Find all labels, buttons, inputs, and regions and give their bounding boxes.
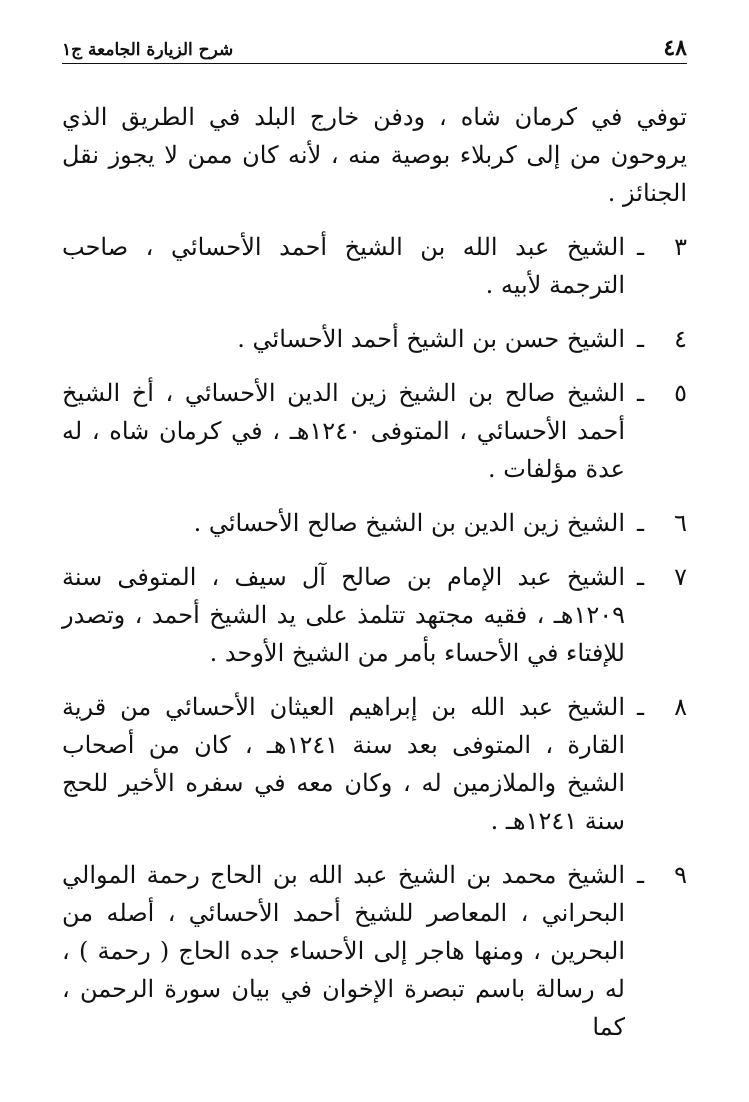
entry-dash: ـ [637,233,645,261]
list-item [62,558,687,672]
entry-marker [625,504,687,542]
list-item [62,320,687,358]
entry-marker [625,320,687,358]
entry-text: الشيخ حسن بن الشيخ أحمد الأحسائي . [237,325,625,353]
entry-marker [625,688,687,726]
entry-dash: ـ [637,325,645,353]
entry-marker [625,228,687,266]
list-item [62,504,687,542]
entry-number: ٧ [674,563,687,591]
entry-dash: ـ [637,509,645,537]
entry-number: ٩ [674,861,687,889]
page-body [62,98,687,1062]
entry-text: الشيخ عبد الإمام بن صالح آل سيف ، المتوفى سنة ١٢٠٩هـ ، فقيه مجتهد تتلمذ على يد الشيخ أحمد ، وتصدر للإفتاء في الأحساء بأمر من الشيخ الأوحد . [62,563,625,667]
entry-text: الشيخ عبد الله بن إبراهيم العيثان الأحسائي من قرية القارة ، المتوفى بعد سنة ١٢٤١هـ ، كان من أصحاب الشيخ والملازمين له ، وكان معه في سفره الأخير للحج سنة ١٢٤١هـ . [62,693,625,835]
list-item [62,374,687,488]
page-number: ٤٨ [663,35,687,61]
entry-number: ٨ [674,693,687,721]
entry-text: الشيخ عبد الله بن الشيخ أحمد الأحسائي ، صاحب الترجمة لأبيه . [62,233,625,299]
entry-marker [625,558,687,596]
entry-marker [625,856,687,894]
entry-number: ٤ [674,325,687,353]
list-item [62,228,687,304]
entry-number: ٦ [674,509,687,537]
list-item [62,856,687,1046]
entry-text: الشيخ محمد بن الشيخ عبد الله بن الحاج رحمة الموالي البحراني ، المعاصر للشيخ أحمد الأحسائي ، أصله من البحرين ، ومنها هاجر إلى الأحساء جده الحاج ( رحمة ) ، له رسالة باسم تبصرة الإخوان في بيان سورة الرحمن ، كما [62,861,625,1041]
entry-text: الشيخ زين الدين بن الشيخ صالح الأحسائي . [193,509,625,537]
entry-text: الشيخ صالح بن الشيخ زين الدين الأحسائي ، أخ الشيخ أحمد الأحسائي ، المتوفى ١٢٤٠هـ ، في كرمان شاه ، له عدة مؤلفات . [62,379,625,483]
book-title: شرح الزيارة الجامعة ج١ [62,40,234,60]
list-item [62,688,687,840]
entry-number: ٣ [674,233,687,261]
running-header [62,34,687,64]
entry-dash: ـ [637,379,645,407]
intro-paragraph: توفي في كرمان شاه ، ودفن خارج البلد في الطريق الذي يروحون من إلى كربلاء بوصية منه ، لأنه كان ممن لا يجوز نقل الجنائز . [62,103,688,207]
entry-dash: ـ [637,861,645,889]
entry-dash: ـ [637,693,645,721]
entry-number: ٥ [674,379,687,407]
entry-marker [625,374,687,412]
entry-dash: ـ [637,563,645,591]
